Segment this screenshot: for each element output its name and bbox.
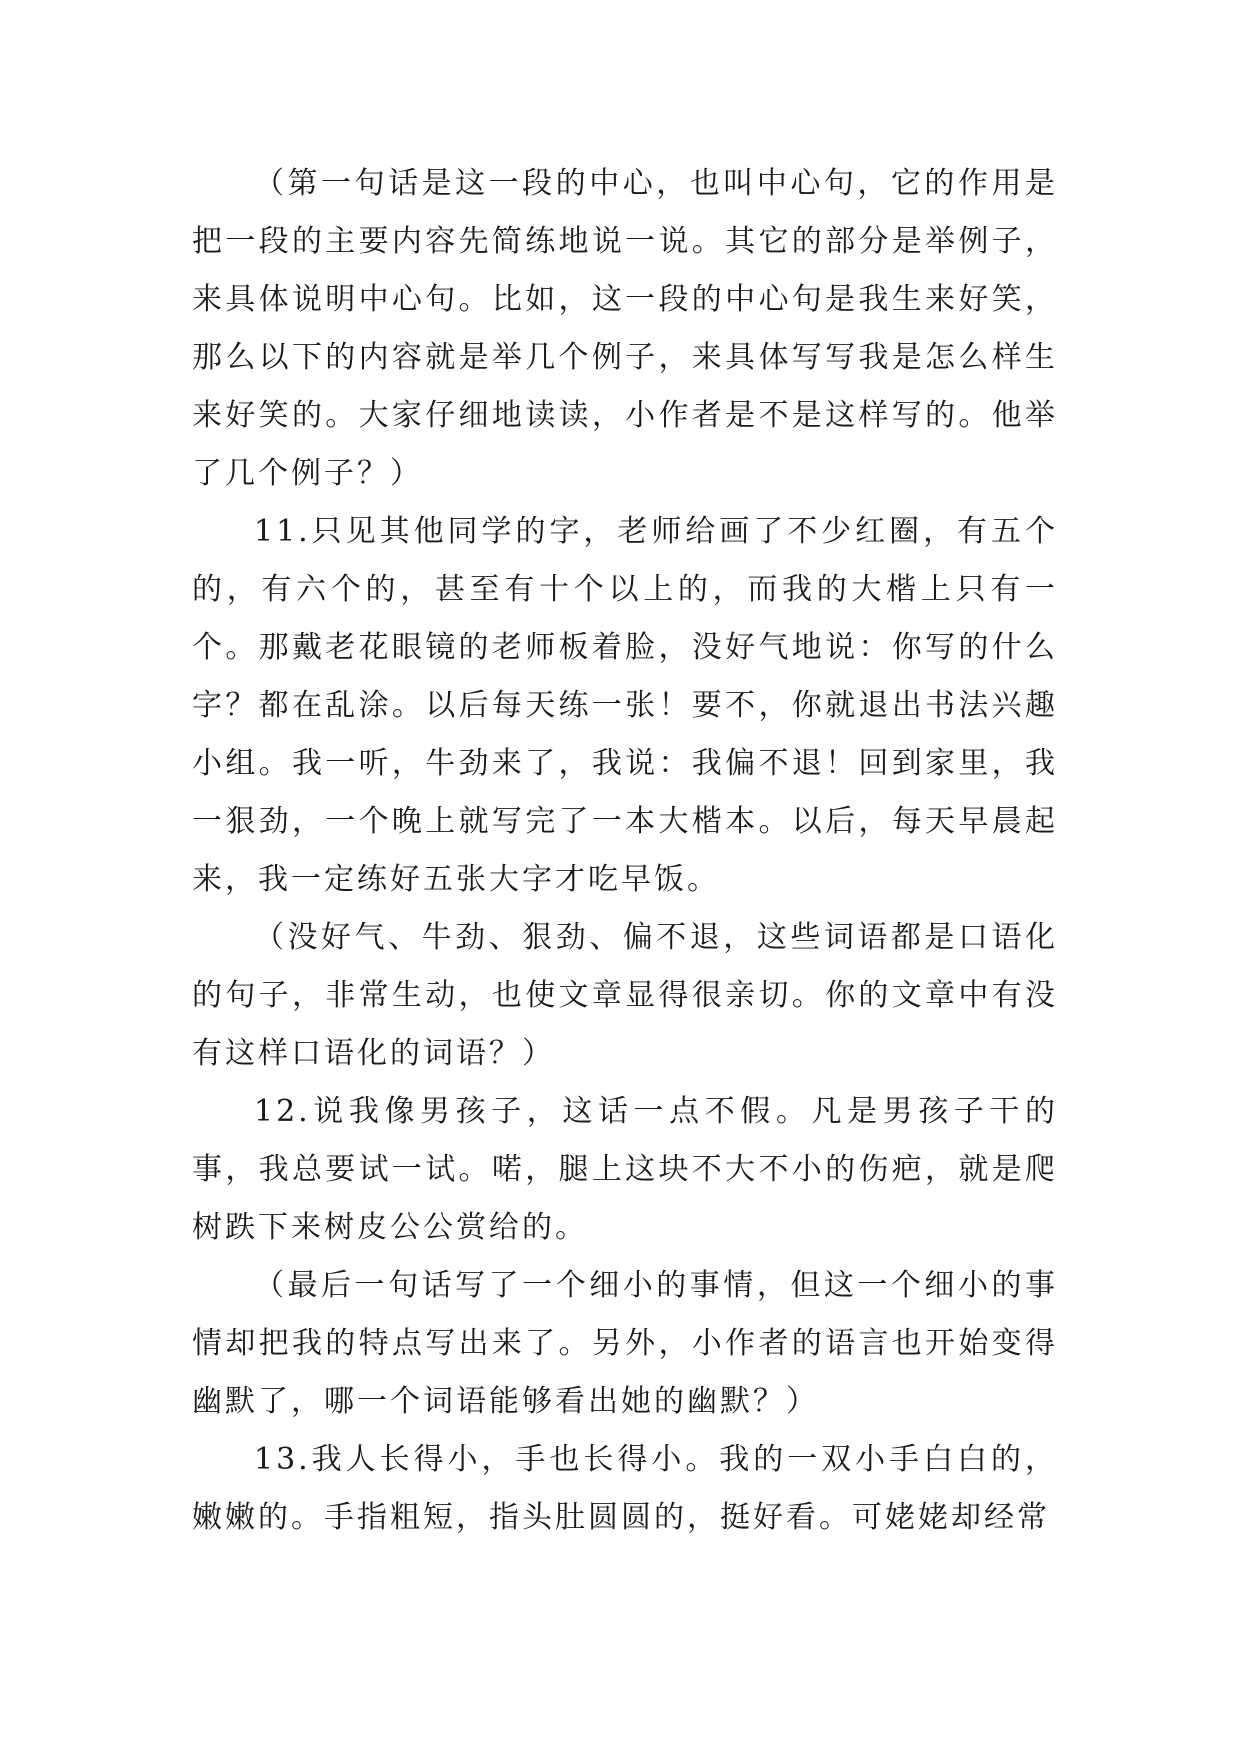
paragraph-13: 13.我人长得小，手也长得小。我的一双小手白白的，嫩嫩的。手指粗短，指头肚圆圆的，挺好看。可姥姥却经常 [192,1442,1058,1535]
paragraph-commentary-2: （没好气、牛劲、狠劲、偏不退，这些词语都是口语化的句子，非常生动，也使文章显得很亲切。你的文章中有没有这样口语化的词语？） [192,920,1058,1071]
paragraph-commentary-1: （第一句话是这一段的中心，也叫中心句，它的作用是把一段的主要内容先简练地说一说。其它的部分是举例子，来具体说明中心句。比如，这一段的中心句是我生来好笑，那么以下的内容就是举几个例子，来具体写写我是怎么样生来好笑的。大家仔细地读读，小作者是不是这样写的。他举了几个例子？） [192,166,1058,491]
paragraph-commentary-3: （最后一句话写了一个细小的事情，但这一个细小的事情却把我的特点写出来了。另外，小作者的语言也开始变得幽默了，哪一个词语能够看出她的幽默？） [192,1268,1058,1419]
paragraph-11: 11.只见其他同学的字，老师给画了不少红圈，有五个的，有六个的，甚至有十个以上的，而我的大楷上只有一个。那戴老花眼镜的老师板着脸，没好气地说：你写的什么字？都在乱涂。以后每天练一张！要不，你就退出书法兴趣小组。我一听，牛劲来了，我说：我偏不退！回到家里，我一狠劲，一个晚上就写完了一本大楷本。以后，每天早晨起来，我一定练好五张大字才吃早饭。 [192,514,1058,897]
paragraph-12: 12.说我像男孩子，这话一点不假。凡是男孩子干的事，我总要试一试。喏，腿上这块不大不小的伤疤，就是爬树跌下来树皮公公赏给的。 [192,1094,1058,1245]
document-body [192,155,1058,1547]
